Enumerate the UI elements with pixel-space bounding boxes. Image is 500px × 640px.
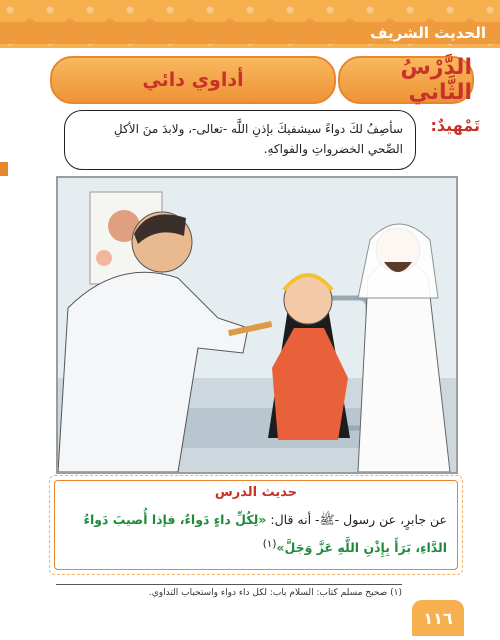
hadith-quote: «لِكُلِّ داءٍ دَواءٌ، فإذا أُصيبَ دَواءُ الدَّاءِ، بَرَأَ بِإِذْنِ اللَّهِ عَزَّ وَجَلَّ» <box>83 512 447 556</box>
lesson-number-pill <box>338 56 474 104</box>
hadith-box <box>54 480 458 570</box>
footnote: (١) صحيح مسلم كتاب: السلام باب: لكل داء دواء واستحباب التداوي. <box>148 588 402 598</box>
page-number: ١١٦ <box>412 600 464 636</box>
page-header <box>0 0 500 48</box>
hadith-text <box>63 507 447 560</box>
header-title: الحديث الشريف <box>370 24 486 42</box>
illustration-scene <box>58 178 456 472</box>
lesson-title: أداوي دائي <box>142 69 244 91</box>
hadith-ref-mark: (١) <box>262 538 277 550</box>
lesson-number: الدَّرْسُ الثَّاني <box>400 55 472 105</box>
hadith-heading: حديث الدرس <box>214 485 298 500</box>
hadith-intro: عن جابرٍ، عن رسول -ﷺ- أنه قال: <box>266 512 447 527</box>
speech-text: سأصِفُ لكَ دواءً سيشفيكَ بإذنِ اللَّه -تعالى-، ولابدَ منَ الأكلِ الصِّحي الخضرواتِ والفواكهِ. <box>113 122 403 156</box>
side-tab <box>0 162 8 176</box>
doctor-illustration <box>56 176 458 474</box>
speech-bubble <box>64 110 416 170</box>
lesson-title-pill <box>50 56 336 104</box>
footnote-divider <box>56 584 402 585</box>
intro-label: تَمْهيدٌ: <box>430 116 480 135</box>
